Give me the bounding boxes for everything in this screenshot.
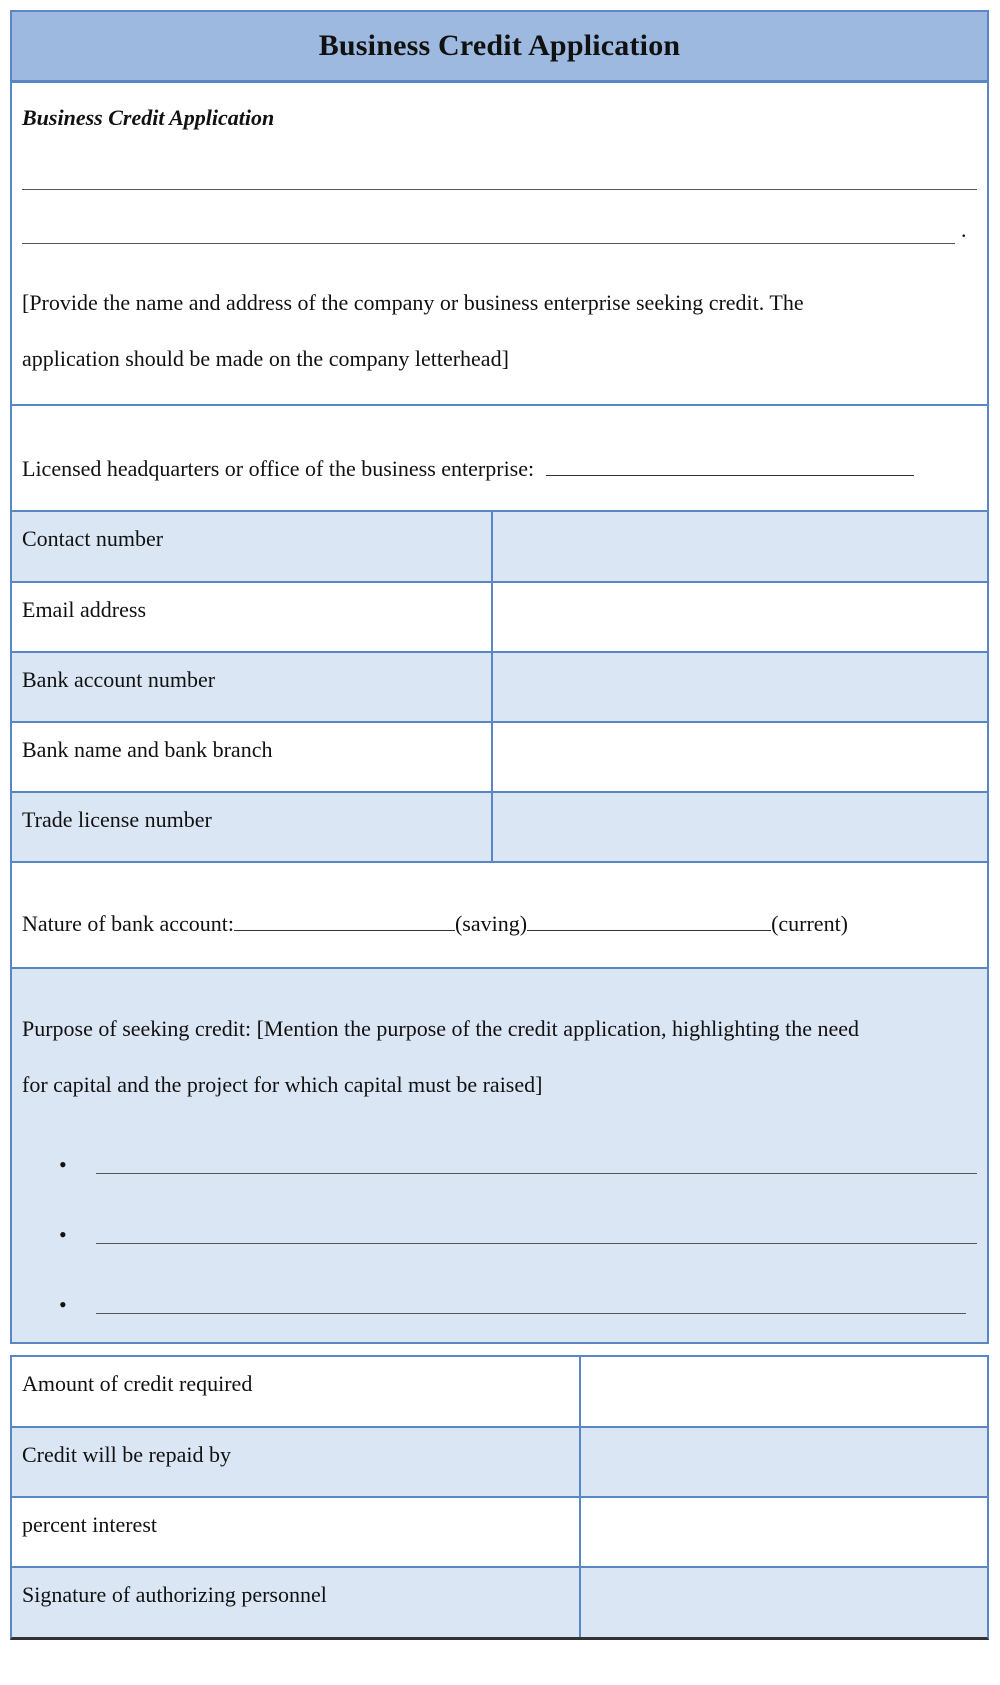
row-label: Contact number — [12, 512, 492, 582]
table-row — [12, 582, 987, 652]
trade-license-field[interactable] — [492, 792, 987, 862]
bullet-icon: • — [59, 1222, 67, 1247]
credit-amount-field[interactable] — [580, 1357, 987, 1427]
row-label: Signature of authorizing personnel — [12, 1567, 580, 1637]
table-row — [12, 1427, 987, 1497]
row-label: Email address — [12, 582, 492, 652]
credit-terms-table — [10, 1355, 989, 1640]
form-header — [12, 12, 987, 83]
headquarters-label: Licensed headquarters or office of the business enterprise: — [22, 456, 535, 481]
purpose-line-2[interactable] — [96, 1243, 977, 1244]
table-row — [12, 1567, 987, 1637]
saving-label: (saving) — [454, 911, 528, 936]
table-row — [12, 1357, 987, 1427]
bank-account-label: Nature of bank account: — [22, 911, 234, 936]
table-row — [12, 722, 987, 792]
current-account-field[interactable] — [527, 912, 771, 931]
purpose-line-3[interactable] — [96, 1313, 966, 1314]
company-section — [12, 83, 987, 406]
purpose-text: Purpose of seeking credit: [Mention the purpose of the credit application, highlighting the need for capital and the project for which capital must be raised] — [22, 1016, 860, 1097]
row-label: Bank name and bank branch — [12, 722, 492, 792]
row-label: Bank account number — [12, 652, 492, 722]
table-row — [12, 652, 987, 722]
instructions-text: [Provide the name and address of the company or business enterprise seeking credit. The application should be made on the company letterhead] — [22, 290, 804, 371]
signature-field[interactable] — [580, 1567, 987, 1637]
page-title: Business Credit Application — [318, 29, 681, 62]
end-mark: . — [961, 217, 967, 242]
bullet-icon: • — [59, 1292, 67, 1317]
bank-name-field[interactable] — [492, 722, 987, 792]
purpose-section — [12, 969, 987, 1342]
repayment-date-field[interactable] — [580, 1427, 987, 1497]
headquarters-field[interactable] — [546, 457, 914, 476]
row-label: Trade license number — [12, 792, 492, 862]
saving-account-field[interactable] — [234, 912, 455, 931]
bank-account-section — [12, 863, 987, 969]
company-name-line[interactable] — [22, 189, 977, 190]
section-subtitle: Business Credit Application — [22, 105, 275, 130]
row-label: Credit will be repaid by — [12, 1427, 580, 1497]
headquarters-section — [12, 406, 987, 512]
purpose-line-1[interactable] — [96, 1173, 977, 1174]
current-label: (current) — [771, 911, 849, 936]
table-row — [12, 1497, 987, 1567]
contact-table — [12, 512, 987, 863]
application-form — [10, 10, 989, 1344]
table-row — [12, 512, 987, 582]
bank-account-field[interactable] — [492, 652, 987, 722]
interest-field[interactable] — [580, 1497, 987, 1567]
row-label: Amount of credit required — [12, 1357, 580, 1427]
contact-number-field[interactable] — [492, 512, 987, 582]
table-row — [12, 792, 987, 862]
email-address-field[interactable] — [492, 582, 987, 652]
bullet-icon: • — [59, 1152, 67, 1177]
row-label: percent interest — [12, 1497, 580, 1567]
company-address-line[interactable] — [22, 243, 955, 244]
